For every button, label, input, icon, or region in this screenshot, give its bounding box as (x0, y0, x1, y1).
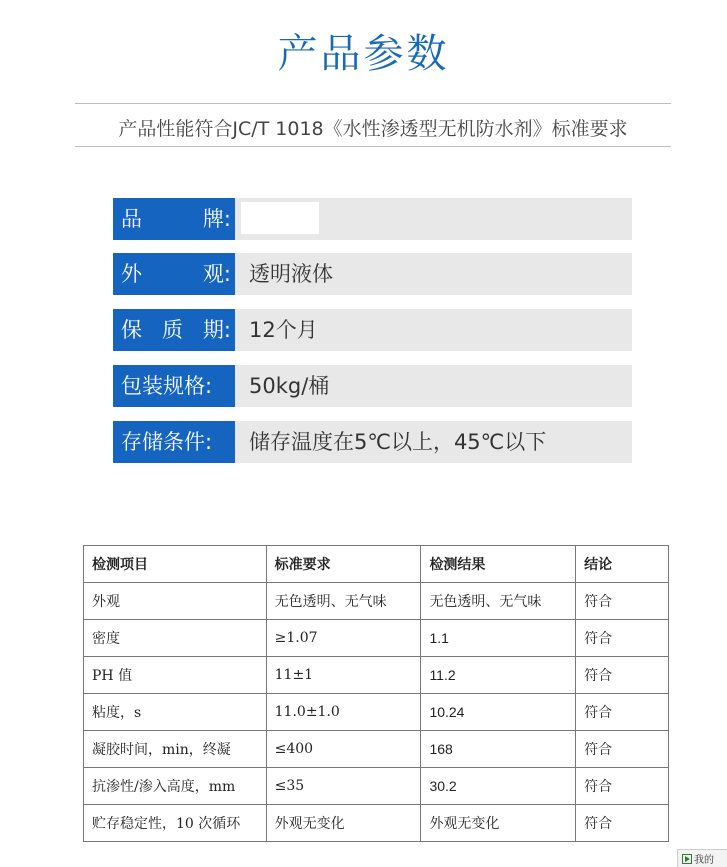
cell-conclusion: 符合 (576, 583, 669, 620)
redacted-brand-box (241, 202, 319, 234)
cell-item: 外观 (84, 583, 267, 620)
cell-conclusion: 符合 (576, 657, 669, 694)
test-results-table (83, 545, 669, 842)
spec-row-appearance (113, 253, 632, 295)
play-icon (682, 854, 692, 864)
cell-result: 11.2 (421, 657, 576, 694)
cell-standard: 11±1 (266, 657, 421, 694)
spec-value-packaging: 50kg/桶 (235, 365, 632, 407)
cell-conclusion: 符合 (576, 694, 669, 731)
spec-row-packaging (113, 365, 632, 407)
spec-value-appearance: 透明液体 (235, 253, 632, 295)
cell-item: 贮存稳定性，10 次循环 (84, 805, 267, 842)
cell-standard: 外观无变化 (266, 805, 421, 842)
cell-standard: ≥1.07 (266, 620, 421, 657)
page-title: 产品参数 (277, 31, 450, 77)
spec-row-brand (113, 198, 632, 240)
spec-value-storage: 储存温度在5℃以上，45℃以下 (235, 421, 632, 463)
subtitle: 产品性能符合JC/T 1018《水性渗透型无机防水剂》标准要求 (118, 118, 628, 140)
spec-label-packaging: 包装规格: (113, 365, 235, 407)
cell-item: 粘度，s (84, 694, 267, 731)
spec-label-shelf-life: 保 质 期: (113, 309, 235, 351)
cell-item: PH 值 (84, 657, 267, 694)
table-row (84, 620, 669, 657)
header-result: 检测结果 (421, 546, 576, 583)
cell-standard: 无色透明、无气味 (266, 583, 421, 620)
cell-item: 凝胶时间，min，终凝 (84, 731, 267, 768)
table-header-row (84, 546, 669, 583)
corner-label: 我的 (694, 855, 714, 866)
spec-value-shelf-life: 12个月 (235, 309, 632, 351)
header-conclusion: 结论 (576, 546, 669, 583)
bottom-divider (75, 146, 671, 147)
spec-row-storage (113, 421, 632, 463)
corner-widget[interactable] (677, 849, 727, 867)
header-standard: 标准要求 (266, 546, 421, 583)
table-row (84, 731, 669, 768)
table-row (84, 805, 669, 842)
cell-conclusion: 符合 (576, 805, 669, 842)
cell-result: 10.24 (421, 694, 576, 731)
cell-standard: ≤35 (266, 768, 421, 805)
spec-row-shelf-life (113, 309, 632, 351)
cell-item: 密度 (84, 620, 267, 657)
table-row (84, 768, 669, 805)
table-row (84, 694, 669, 731)
spec-label-brand: 品 牌: (113, 198, 235, 240)
header-test-item: 检测项目 (84, 546, 267, 583)
cell-conclusion: 符合 (576, 620, 669, 657)
cell-result: 30.2 (421, 768, 576, 805)
cell-conclusion: 符合 (576, 731, 669, 768)
cell-standard: 11.0±1.0 (266, 694, 421, 731)
spec-label-storage: 存储条件: (113, 421, 235, 463)
cell-result: 168 (421, 731, 576, 768)
cell-item: 抗渗性/渗入高度，mm (84, 768, 267, 805)
spec-label-appearance: 外 观: (113, 253, 235, 295)
cell-result: 1.1 (421, 620, 576, 657)
cell-conclusion: 符合 (576, 768, 669, 805)
cell-result: 外观无变化 (421, 805, 576, 842)
table-row (84, 583, 669, 620)
table-row (84, 657, 669, 694)
cell-standard: ≤400 (266, 731, 421, 768)
cell-result: 无色透明、无气味 (421, 583, 576, 620)
top-divider (75, 103, 671, 104)
